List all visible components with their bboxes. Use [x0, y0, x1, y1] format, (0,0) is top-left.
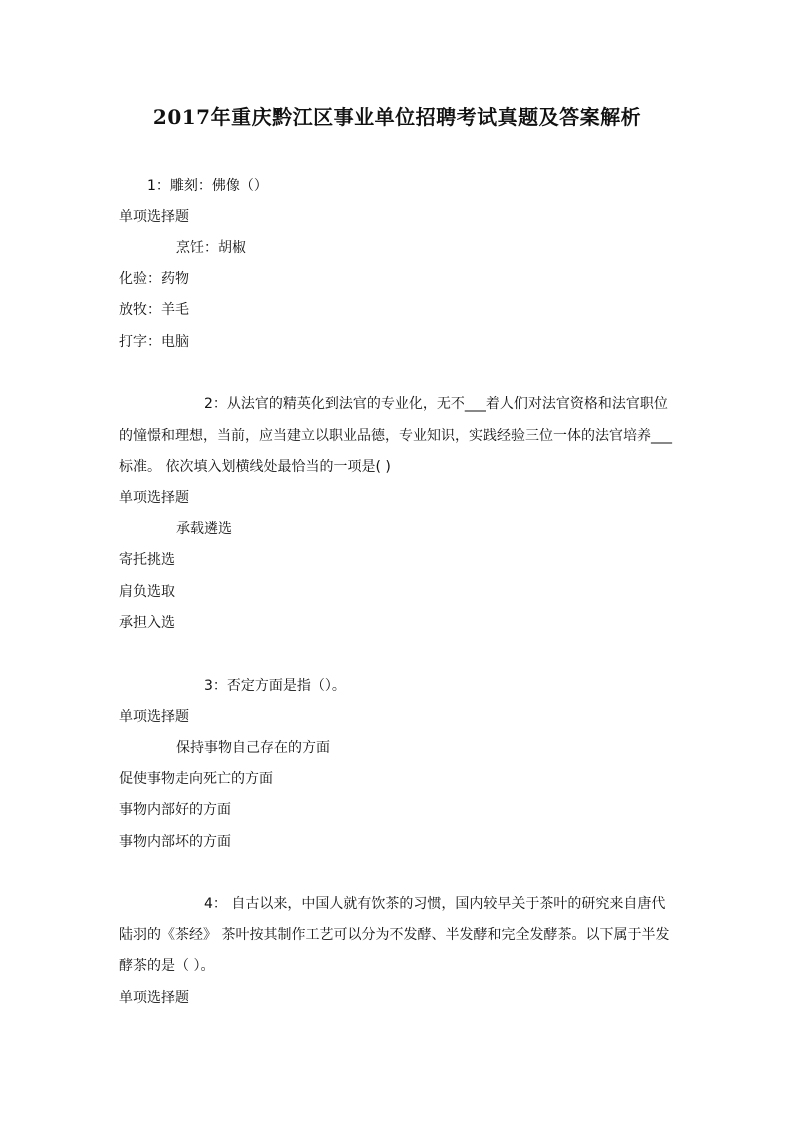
- question-2-type: 单项选择题: [119, 490, 189, 506]
- question-2-option-b[interactable]: 寄托挑选: [119, 552, 175, 568]
- question-4-type: 单项选择题: [119, 990, 189, 1006]
- question-4-stem: 4： 自古以来，中国人就有饮茶的习惯，国内较早关于茶叶的研究来自唐代: [204, 896, 666, 912]
- page-title: 2017年重庆黔江区事业单位招聘考试真题及答案解析: [152, 105, 642, 129]
- question-1-stem: 1：雕刻：佛像（）: [147, 178, 268, 194]
- question-4-stem-line-2: 陆羽的《茶经》 茶叶按其制作工艺可以分为不发酵、半发酵和完全发酵茶。以下属于半发: [119, 927, 670, 943]
- question-3-option-b[interactable]: 促使事物走向死亡的方面: [119, 771, 273, 787]
- question-1-option-b[interactable]: 化验：药物: [119, 271, 189, 287]
- question-2-stem: 2：从法官的精英化到法官的专业化，无不___着人们对法官资格和法官职位: [204, 396, 668, 412]
- question-2-stem-line-3: 标准。 依次填入划横线处最恰当的一项是( ): [119, 459, 391, 475]
- question-3-option-a[interactable]: 保持事物自己存在的方面: [176, 740, 330, 756]
- question-1-option-c[interactable]: 放牧：羊毛: [119, 302, 189, 318]
- question-2-option-c[interactable]: 肩负选取: [119, 584, 175, 600]
- question-2-option-a[interactable]: 承载遴选: [176, 521, 232, 537]
- question-2-stem-line-2: 的憧憬和理想，当前，应当建立以职业品德，专业知识，实践经验三位一体的法官培养___: [119, 428, 672, 444]
- question-3-stem: 3：否定方面是指（）。: [204, 678, 346, 694]
- question-1-option-a[interactable]: 烹饪：胡椒: [176, 240, 246, 256]
- question-3-option-d[interactable]: 事物内部坏的方面: [119, 834, 231, 850]
- question-3-option-c[interactable]: 事物内部好的方面: [119, 802, 231, 818]
- question-1-type: 单项选择题: [119, 209, 189, 225]
- question-1-option-d[interactable]: 打字：电脑: [119, 334, 189, 350]
- question-3-type: 单项选择题: [119, 709, 189, 725]
- question-2-option-d[interactable]: 承担入选: [119, 615, 175, 631]
- question-4-stem-line-3: 酵茶的是（ ）。: [119, 958, 215, 974]
